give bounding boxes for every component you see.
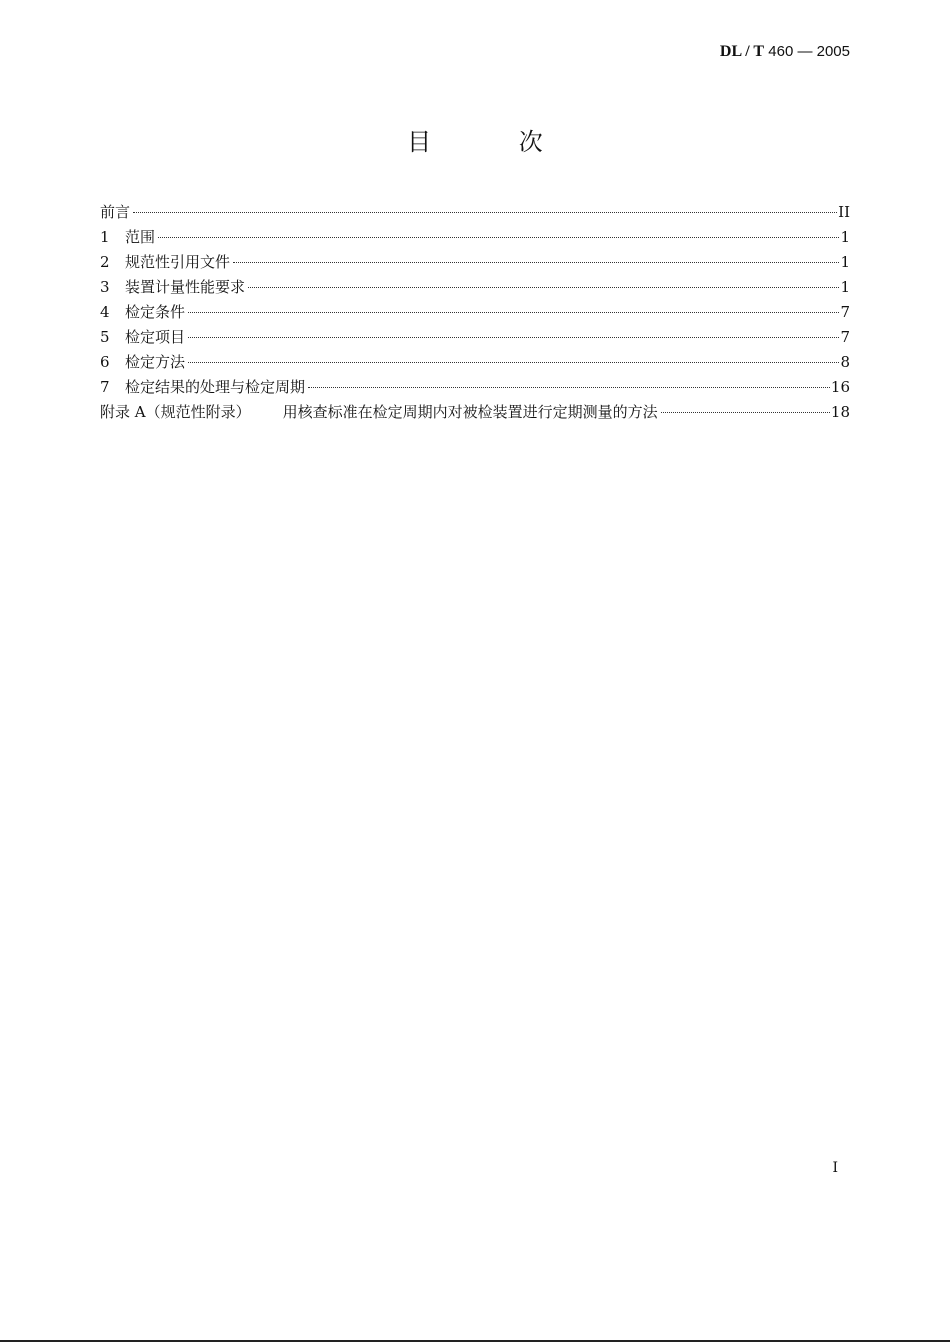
table-of-contents [100,200,850,425]
toc-entry-number: 3 [100,278,110,296]
toc-leader-dots [188,312,839,313]
toc-entry-number: 7 [100,378,110,396]
toc-entry-label: 检定条件 [125,303,186,321]
standard-code [720,43,850,61]
toc-leader-dots [133,212,837,213]
page-title: 目 次 [407,128,583,156]
toc-leader-dots [188,362,839,363]
toc-entry-label: 检定方法 [125,353,186,371]
toc-entry-subtitle: 用核查标准在检定周期内对被检装置进行定期测量的方法 [282,403,658,421]
toc-entry-page: 1 [840,253,850,271]
toc-entry-page: 1 [840,228,850,246]
toc-entry-2[interactable] [100,250,850,275]
toc-entry-number: 5 [100,328,110,346]
toc-entry-page: 8 [840,353,850,371]
toc-entry-number: 1 [100,228,110,246]
toc-entry-7[interactable] [100,375,850,400]
toc-entry-page: II [838,203,850,221]
toc-entry-number: 6 [100,353,110,371]
toc-entry-foreword[interactable] [100,200,850,225]
toc-leader-dots [308,387,830,388]
standard-code-number: 460 — 2005 [768,43,850,60]
toc-entry-3[interactable] [100,275,850,300]
toc-entry-label: 前言 [100,203,131,221]
toc-entry-label: 检定项目 [125,328,186,346]
toc-entry-6[interactable] [100,350,850,375]
toc-entry-number: 4 [100,303,110,321]
toc-leader-dots [188,337,839,338]
toc-entry-label: 附录 A（规范性附录） [100,403,251,421]
toc-entry-5[interactable] [100,325,850,350]
toc-entry-page: 18 [830,403,850,421]
toc-entry-page: 1 [840,278,850,296]
standard-code-prefix: DL / T [719,43,765,60]
page-number: I [832,1160,838,1176]
toc-entry-label: 规范性引用文件 [125,253,231,271]
toc-entry-label: 范围 [125,228,156,246]
toc-leader-dots [158,237,839,238]
toc-entry-label: 检定结果的处理与检定周期 [125,378,306,396]
toc-leader-dots [248,287,839,288]
toc-leader-dots [233,262,839,263]
toc-entry-label: 装置计量性能要求 [125,278,246,296]
toc-entry-4[interactable] [100,300,850,325]
page-bottom-rule [0,1340,950,1342]
toc-entry-1[interactable] [100,225,850,250]
toc-entry-number: 2 [100,253,110,271]
toc-entry-page: 7 [840,303,850,321]
toc-entry-page: 7 [840,328,850,346]
toc-entry-page: 16 [830,378,850,396]
toc-entry-appendix-a[interactable] [100,400,850,425]
toc-leader-dots [661,412,830,413]
